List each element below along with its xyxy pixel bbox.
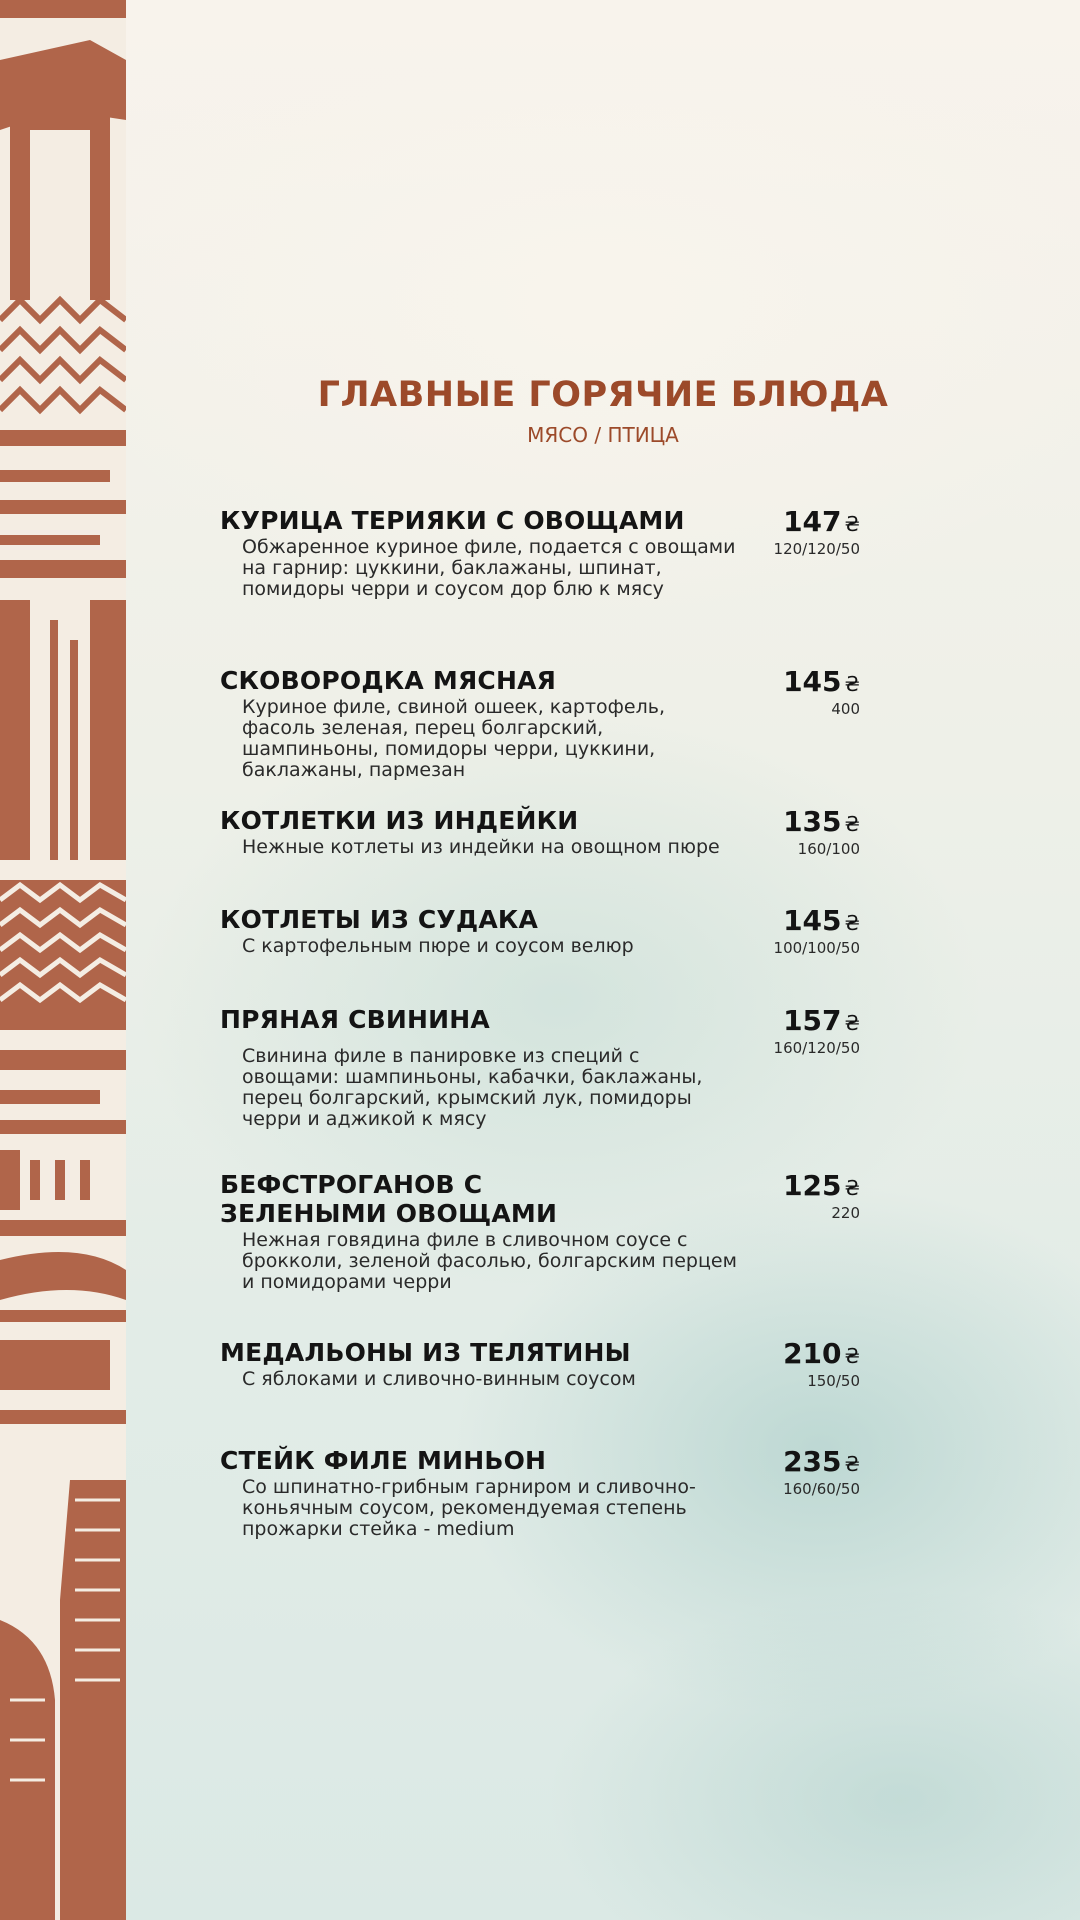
- price-block: [783, 806, 860, 858]
- dish-name: КОТЛЕТЫ ИЗ СУДАКА: [220, 905, 539, 934]
- dish-name: СТЕЙК ФИЛЕ МИНЬОН: [220, 1446, 547, 1475]
- dish-weight: 160/120/50: [773, 1039, 860, 1057]
- dish-price: 147: [783, 505, 842, 538]
- dish-item: [220, 1170, 860, 1293]
- dish-weight: 160/100: [797, 840, 860, 858]
- price-block: [774, 905, 860, 957]
- dish-weight: 160/60/50: [783, 1480, 860, 1498]
- dish-price: 125: [783, 1169, 842, 1202]
- dish-description: Обжаренное куриное филе, подается с овощами на гарнир: цуккини, баклажаны, шпинат, помидоры черри и соусом дор блю к мясу: [242, 536, 736, 600]
- price-block: [783, 1446, 860, 1498]
- hryvnia-currency-icon: ₴: [844, 1344, 860, 1368]
- dish-weight: 220: [831, 1204, 860, 1222]
- dish-name: КУРИЦА ТЕРИЯКИ С ОВОЩАМИ: [220, 506, 685, 535]
- dish-item: [220, 806, 860, 858]
- dish-weight: 400: [831, 700, 860, 718]
- dish-description: Нежная говядина филе в сливочном соусе с брокколи, зеленой фасолью, болгарским перцем и помидорами черри: [242, 1229, 737, 1293]
- dish-description: Свинина филе в панировке из специй с овощами: шампиньоны, кабачки, баклажаны, перец болгарский, крымский лук, помидоры черри и аджикой к мясу: [242, 1045, 703, 1130]
- price-block: [783, 666, 860, 718]
- dish-price: 235: [783, 1445, 842, 1478]
- price-block: [783, 1170, 860, 1222]
- dish-name: ПРЯНАЯ СВИНИНА: [220, 1005, 490, 1034]
- dish-price: 145: [783, 665, 842, 698]
- dish-description: Куриное филе, свиной ошеек, картофель, фасоль зеленая, перец болгарский, шампиньоны, помидоры черри, цуккини, баклажаны, пармезан: [242, 696, 665, 781]
- dish-price: 210: [783, 1337, 842, 1370]
- hryvnia-currency-icon: ₴: [844, 672, 860, 696]
- hryvnia-currency-icon: ₴: [844, 1452, 860, 1476]
- dish-item: [220, 1005, 860, 1130]
- dish-description: С картофельным пюре и соусом велюр: [242, 935, 634, 957]
- dish-item: [220, 666, 860, 781]
- decorative-sidebar-illustration: [0, 0, 126, 1920]
- dish-price: 145: [783, 904, 842, 937]
- dish-name: КОТЛЕТКИ ИЗ ИНДЕЙКИ: [220, 806, 579, 835]
- dish-name: СКОВОРОДКА МЯСНАЯ: [220, 666, 557, 695]
- dish-description: Со шпинатно-грибным гарниром и сливочно-коньячным соусом, рекомендуемая степень прожарки стейка - medium: [242, 1476, 696, 1540]
- dish-description: С яблоками и сливочно-винным соусом: [242, 1368, 636, 1390]
- price-block: [783, 1338, 860, 1390]
- dish-item: [220, 1338, 860, 1390]
- dish-item: [220, 506, 860, 600]
- dish-name: БЕФСТРОГАНОВ С ЗЕЛЕНЫМИ ОВОЩАМИ: [220, 1170, 558, 1228]
- menu-heading: [126, 372, 1080, 448]
- price-block: [774, 506, 860, 558]
- price-block: [774, 1005, 860, 1057]
- hryvnia-currency-icon: ₴: [844, 911, 860, 935]
- dish-weight: 150/50: [807, 1372, 860, 1390]
- hryvnia-currency-icon: ₴: [844, 1176, 860, 1200]
- hryvnia-currency-icon: ₴: [844, 512, 860, 536]
- dish-name: МЕДАЛЬОНЫ ИЗ ТЕЛЯТИНЫ: [220, 1338, 631, 1367]
- hryvnia-currency-icon: ₴: [844, 1011, 860, 1035]
- dish-weight: 100/100/50: [773, 939, 860, 957]
- hryvnia-currency-icon: ₴: [844, 812, 860, 836]
- dish-weight: 120/120/50: [773, 540, 860, 558]
- menu-subtitle: МЯСО / ПТИЦА: [527, 423, 679, 447]
- dish-price: 157: [783, 1004, 842, 1037]
- dish-item: [220, 905, 860, 957]
- dish-item: [220, 1446, 860, 1540]
- menu-title: ГЛАВНЫЕ ГОРЯЧИЕ БЛЮДА: [317, 375, 889, 415]
- dish-price: 135: [783, 805, 842, 838]
- dish-description: Нежные котлеты из индейки на овощном пюре: [242, 836, 720, 858]
